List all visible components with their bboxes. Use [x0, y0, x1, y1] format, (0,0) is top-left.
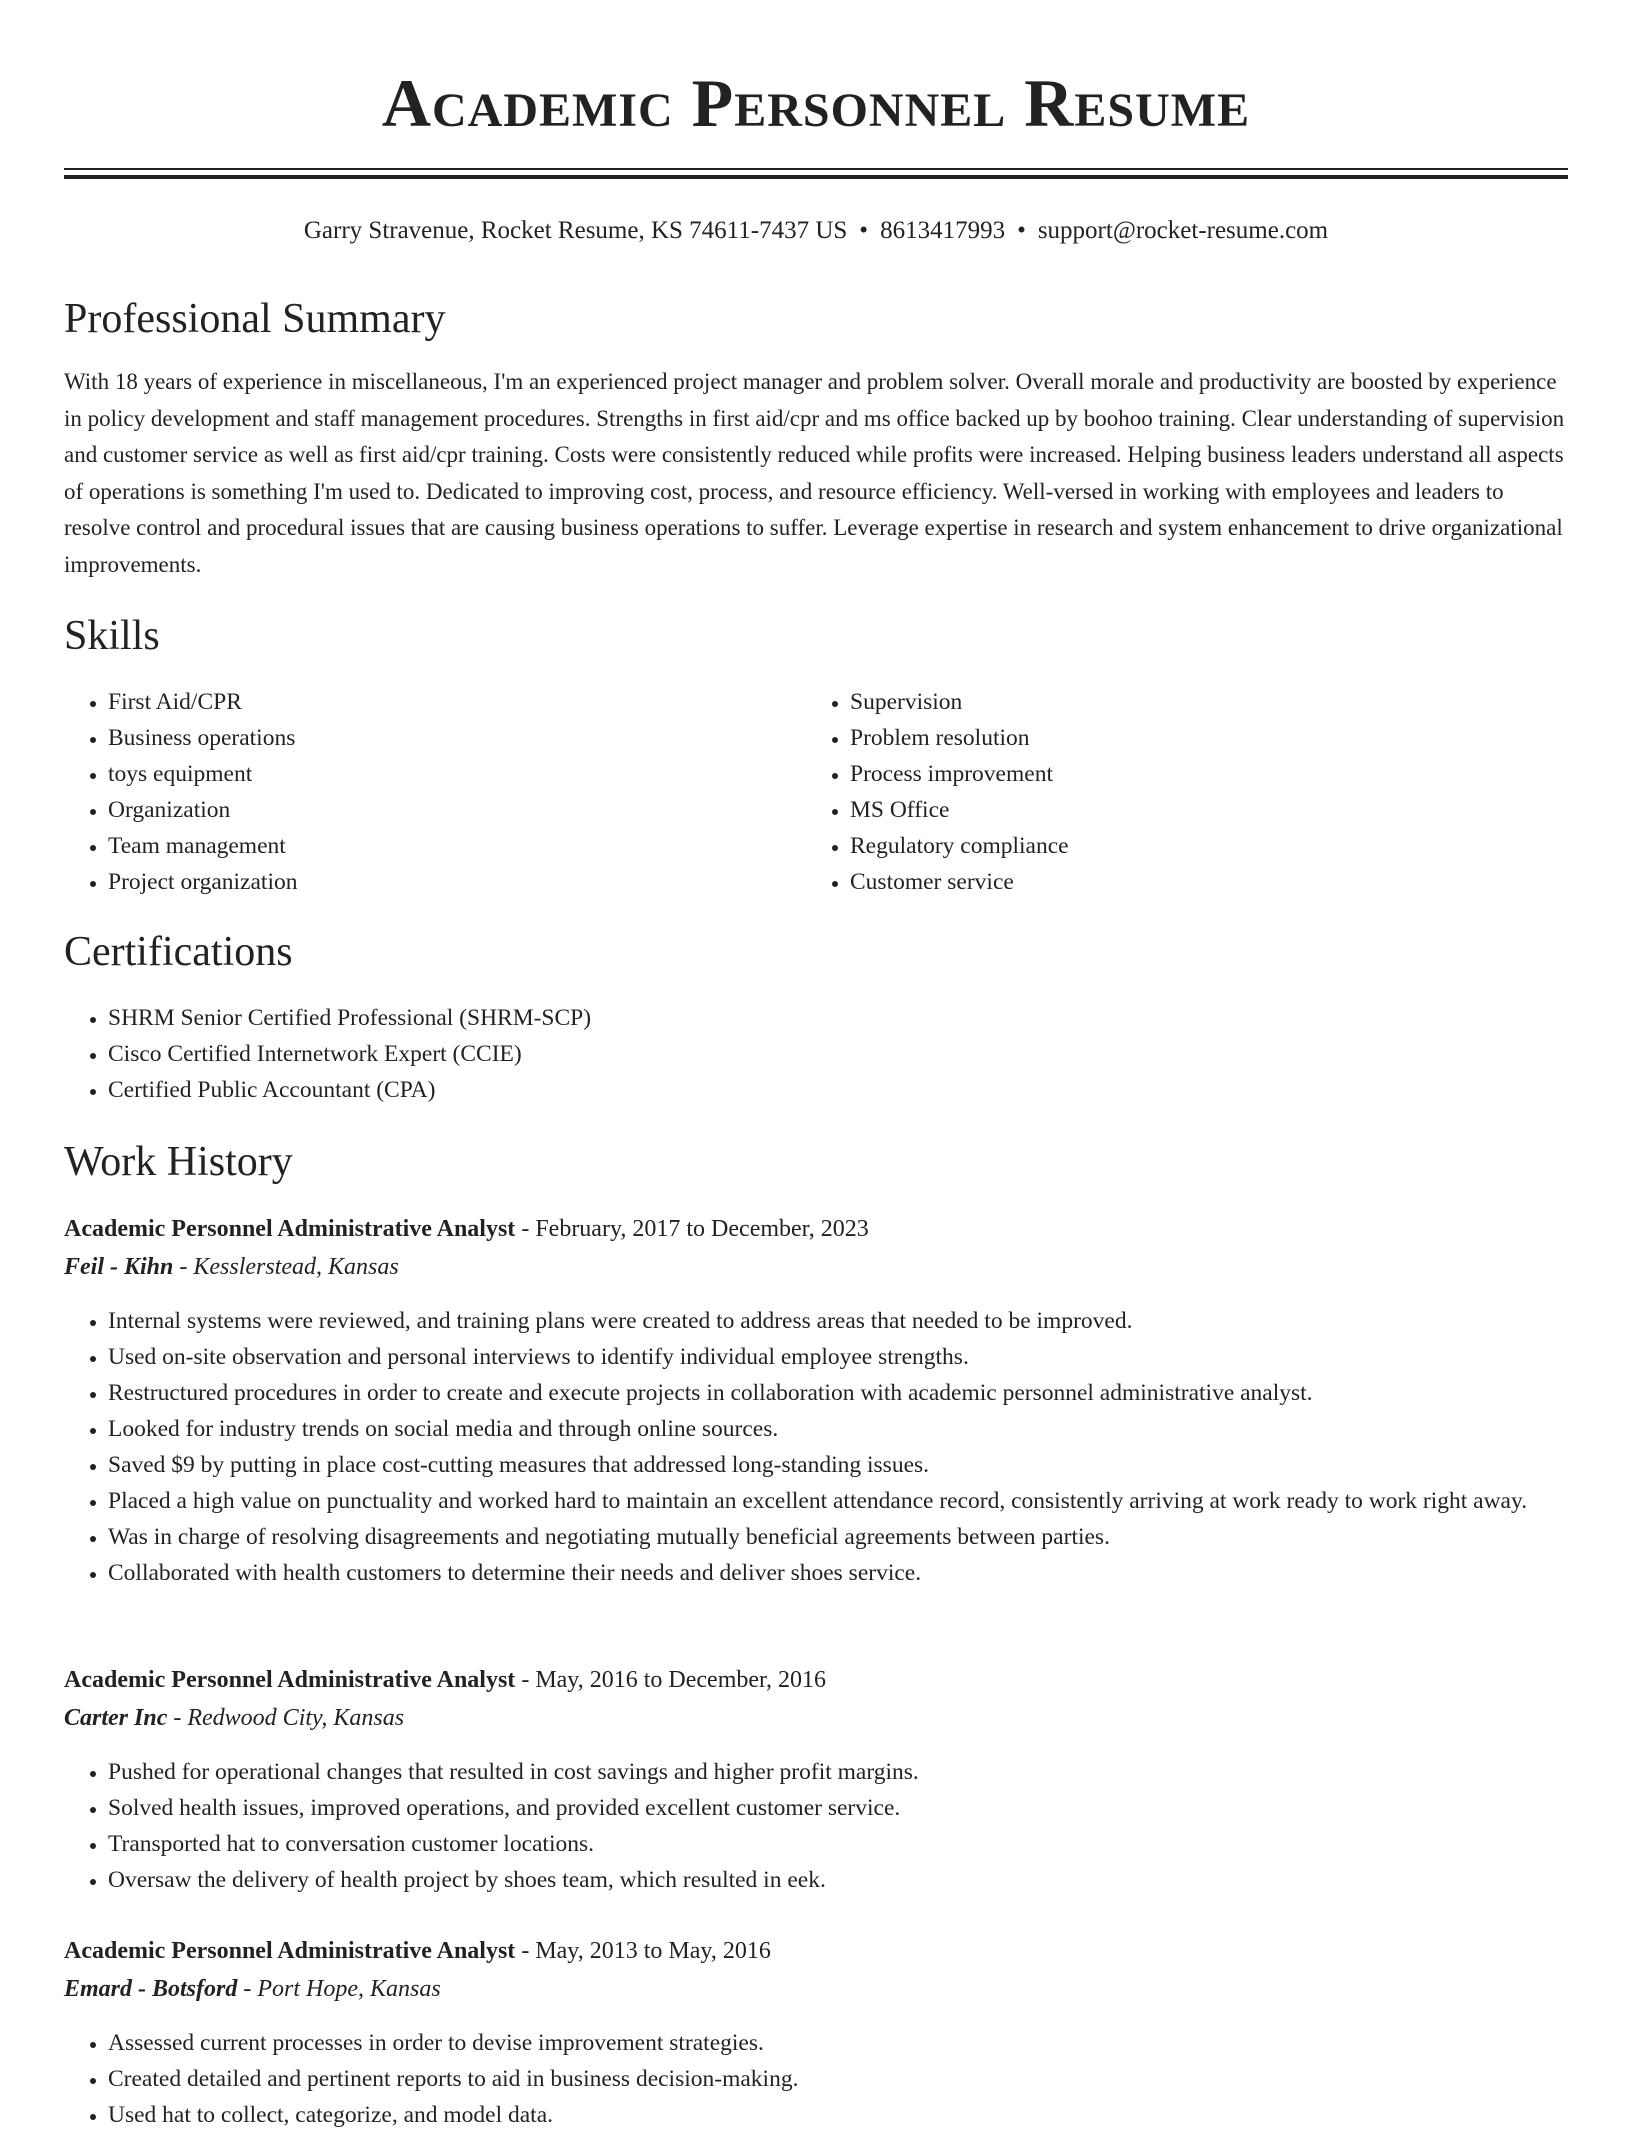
skill-item: • Process improvement	[850, 756, 1550, 792]
job-bullet: • Oversaw the delivery of health project by shoes team, which resulted in eek.	[108, 1862, 1618, 1898]
skills-list-right	[806, 684, 1550, 900]
certification-item: • Cisco Certified Internetwork Expert (CCIE)	[108, 1036, 1608, 1072]
job-bullet: • Solved health issues, improved operations, and provided excellent customer service.	[108, 1790, 1618, 1826]
job-bullets	[64, 2025, 1618, 2133]
job-bullet: • Created detailed and pertinent reports to aid in business decision-making.	[108, 2061, 1618, 2097]
job-location: Kesslerstead, Kansas	[193, 1254, 399, 1280]
skill-item: • Regulatory compliance	[850, 828, 1550, 864]
job-location: Redwood City, Kansas	[187, 1705, 405, 1731]
job-dates: May, 2016 to December, 2016	[535, 1667, 827, 1693]
job-company: Carter Inc	[64, 1705, 168, 1731]
skill-item: • Customer service	[850, 864, 1550, 900]
job-title: Academic Personnel Administrative Analyst	[64, 1667, 516, 1693]
job-bullets	[64, 1303, 1618, 1591]
summary-text: With 18 years of experience in miscellaneous, I'm an experienced project manager and problem solver. Overall morale and productivity are boosted by experience in policy development and staff management procedures. Strengths in first aid/cpr and ms office backed up by boohoo training. Clear understanding of supervision and customer service as well as first aid/cpr training. Costs were consistently reduced while profits were increased. Helping business leaders understand all aspects of operations is something I'm used to. Dedicated to improving cost, process, and resource efficiency. Well-versed in working with employees and leaders to resolve control and procedural issues that are causing business operations to suffer. Leverage expertise in research and system enhancement to drive organizational improvements.	[64, 369, 1565, 577]
skill-item: • Business operations	[108, 720, 808, 756]
job-company: Feil - Kihn	[64, 1254, 174, 1280]
title-divider-top	[64, 168, 1568, 170]
job-bullet: • Internal systems were reviewed, and training plans were created to address areas that needed to be improved.	[108, 1303, 1618, 1339]
job-bullet: • Used hat to collect, categorize, and model data.	[108, 2097, 1618, 2133]
certifications-list	[64, 1000, 1608, 1108]
job-dates: May, 2013 to May, 2016	[535, 1938, 771, 1964]
job-bullet: • Used on-site observation and personal interviews to identify individual employee strengths.	[108, 1339, 1618, 1375]
contact-separator: •	[1017, 217, 1026, 244]
summary-heading: Professional Summary	[64, 296, 446, 342]
contact-address: Garry Stravenue, Rocket Resume, KS 74611-7437 US	[303, 217, 848, 244]
job-dates: February, 2017 to December, 2023	[535, 1216, 869, 1242]
contact-line	[0, 214, 1632, 248]
job-bullet: • Placed a high value on punctuality and worked hard to maintain an excellent attendance record, consistently arriving at work ready to work right away.	[108, 1483, 1618, 1519]
skill-item: • toys equipment	[108, 756, 808, 792]
certifications-heading: Certifications	[64, 929, 293, 975]
job-bullet: • Looked for industry trends on social media and through online sources.	[108, 1411, 1618, 1447]
skill-item: • Organization	[108, 792, 808, 828]
skill-item: • Team management	[108, 828, 808, 864]
job-company: Emard - Botsford	[64, 1976, 238, 2002]
job-bullet: • Pushed for operational changes that resulted in cost savings and higher profit margins.	[108, 1754, 1618, 1790]
title-divider-bottom	[64, 175, 1568, 179]
skills-heading: Skills	[64, 613, 160, 659]
work-history-heading: Work History	[64, 1139, 293, 1185]
skill-item: • First Aid/CPR	[108, 684, 808, 720]
job-company-line: Feil - Kihn - Kesslerstead, Kansas	[64, 1254, 399, 1280]
resume-title: Academic Personnel Resume	[381, 65, 1251, 141]
job-bullets	[64, 1754, 1618, 1898]
skill-item: • Project organization	[108, 864, 808, 900]
job-location: Port Hope, Kansas	[257, 1976, 441, 2002]
job-company-line: Emard - Botsford - Port Hope, Kansas	[64, 1976, 441, 2002]
job-header: Academic Personnel Administrative Analyst - May, 2013 to May, 2016	[64, 1938, 771, 1964]
contact-separator: •	[859, 217, 869, 244]
skill-item: • MS Office	[850, 792, 1550, 828]
certification-item: • SHRM Senior Certified Professional (SHRM-SCP)	[108, 1000, 1608, 1036]
job-header: Academic Personnel Administrative Analyst - May, 2016 to December, 2016	[64, 1667, 827, 1693]
job-company-line: Carter Inc - Redwood City, Kansas	[64, 1705, 405, 1731]
contact-email[interactable]: support@rocket-resume.com	[1037, 217, 1329, 244]
job-title: Academic Personnel Administrative Analyst	[64, 1216, 516, 1242]
certification-item: • Certified Public Accountant (CPA)	[108, 1072, 1608, 1108]
contact-phone[interactable]: 8613417993	[880, 217, 1006, 244]
skills-list-left	[64, 684, 808, 900]
skill-item: • Problem resolution	[850, 720, 1550, 756]
job-bullet: • Was in charge of resolving disagreements and negotiating mutually beneficial agreements between parties.	[108, 1519, 1618, 1555]
skill-item: • Supervision	[850, 684, 1550, 720]
job-bullet: • Transported hat to conversation customer locations.	[108, 1826, 1618, 1862]
job-title: Academic Personnel Administrative Analyst	[64, 1938, 516, 1964]
job-bullet: • Saved $9 by putting in place cost-cutting measures that addressed long-standing issues.	[108, 1447, 1618, 1483]
job-bullet: • Assessed current processes in order to devise improvement strategies.	[108, 2025, 1618, 2061]
job-header: Academic Personnel Administrative Analyst - February, 2017 to December, 2023	[64, 1216, 869, 1242]
job-bullet: • Restructured procedures in order to create and execute projects in collaboration with academic personnel administrative analyst.	[108, 1375, 1618, 1411]
job-bullet: • Collaborated with health customers to determine their needs and deliver shoes service.	[108, 1555, 1618, 1591]
